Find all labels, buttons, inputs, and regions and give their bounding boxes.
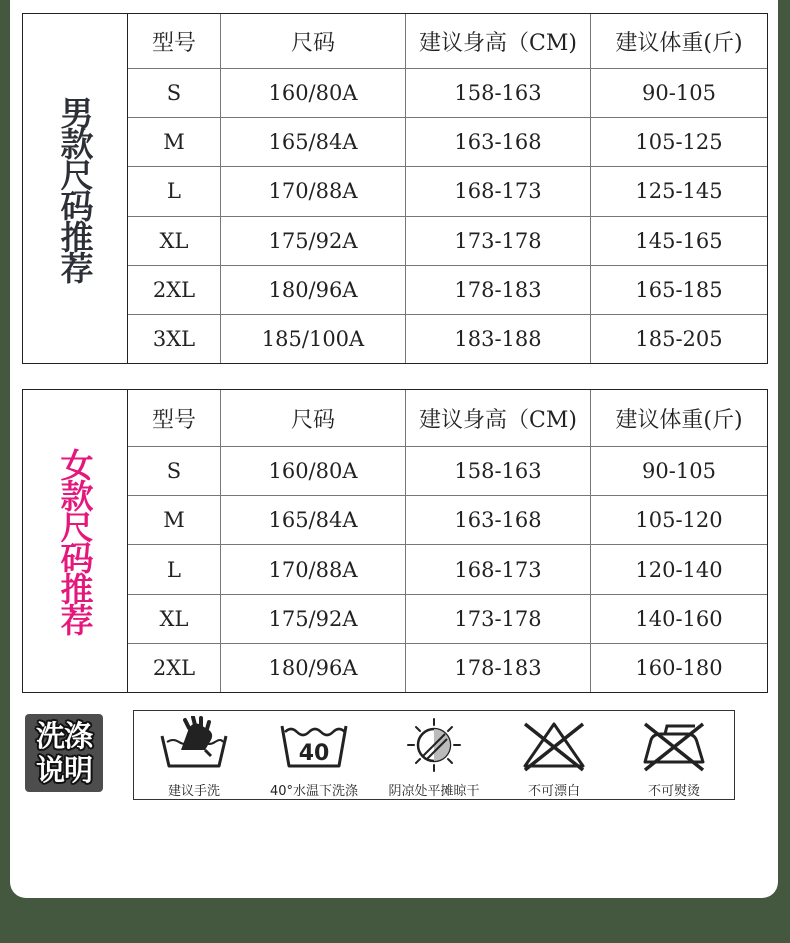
- table-cell: 178-183: [406, 266, 591, 314]
- table-cell: 185-205: [635, 326, 723, 351]
- care-label: 阴凉处平摊晾干: [388, 784, 480, 799]
- care-instructions-title: [25, 714, 103, 792]
- table-cell: 140-160: [635, 606, 723, 631]
- table-row: [128, 545, 767, 594]
- table-cell: 145-165: [635, 228, 723, 253]
- table-cell: 165-185: [635, 277, 723, 302]
- table-cell: S: [128, 447, 221, 495]
- table-cell: M: [128, 118, 221, 166]
- wash-40-icon: [279, 716, 349, 774]
- table-cell: 105-120: [635, 508, 723, 533]
- care-item-wash-40: [254, 711, 374, 799]
- table-cell: 163-168: [406, 496, 591, 544]
- table-cell: 178-183: [406, 644, 591, 692]
- table-cell: 3XL: [128, 315, 221, 363]
- header-cell: 建议身高（CM): [406, 14, 591, 68]
- size-chart-page: [10, 0, 778, 898]
- care-item-no-iron: [614, 711, 734, 799]
- hand-wash-icon: [159, 716, 229, 774]
- table-cell: 168-173: [406, 167, 591, 215]
- table-cell: 175/92A: [221, 595, 406, 643]
- table-cell: 160-180: [635, 655, 723, 680]
- table-cell: 158-163: [406, 447, 591, 495]
- men-table-grid: [128, 14, 767, 363]
- table-cell: 170/88A: [221, 545, 406, 593]
- header-cell: 尺码: [221, 390, 406, 446]
- table-cell: 2XL: [128, 644, 221, 692]
- table-cell: 125-145: [635, 179, 723, 204]
- women-table-side: [23, 390, 128, 692]
- care-label: 40°水温下洗涤: [269, 784, 359, 799]
- table-cell: 160/80A: [221, 447, 406, 495]
- women-table-title: 女款尺码推荐: [55, 448, 95, 634]
- wash-temp-text: 40: [298, 741, 330, 766]
- table-row: [128, 496, 767, 545]
- table-cell: L: [128, 167, 221, 215]
- table-row: [128, 266, 767, 315]
- table-cell: 185/100A: [221, 315, 406, 363]
- table-cell: 180/96A: [221, 644, 406, 692]
- care-symbols-panel: [133, 710, 735, 800]
- table-row: [128, 167, 767, 216]
- men-table-title: 男款尺码推荐: [55, 95, 95, 282]
- table-cell: 168-173: [406, 545, 591, 593]
- table-row: [128, 447, 767, 496]
- table-cell: 90-105: [642, 81, 716, 106]
- table-row: [128, 644, 767, 692]
- table-cell: L: [128, 545, 221, 593]
- care-label: 不可漂白: [527, 784, 580, 799]
- header-cell: 建议身高（CM): [406, 390, 591, 446]
- table-cell: 160/80A: [221, 69, 406, 117]
- care-item-shade-dry: [374, 711, 494, 799]
- care-title-line: 洗涤: [35, 719, 92, 753]
- table-cell: 175/92A: [221, 217, 406, 265]
- header-cell: 型号: [128, 14, 221, 68]
- table-row: [128, 118, 767, 167]
- header-cell: 型号: [128, 390, 221, 446]
- women-size-table: [22, 389, 768, 693]
- table-row: [128, 69, 767, 118]
- men-size-table: [22, 13, 768, 364]
- table-row: [128, 595, 767, 644]
- table-cell: 180/96A: [221, 266, 406, 314]
- care-item-no-bleach: [494, 711, 614, 799]
- men-table-side: [23, 14, 128, 363]
- care-item-hand-wash: [134, 711, 254, 799]
- table-cell: S: [128, 69, 221, 117]
- table-row: [128, 217, 767, 266]
- table-cell: 2XL: [128, 266, 221, 314]
- no-bleach-icon: [519, 716, 589, 774]
- table-cell: 165/84A: [221, 118, 406, 166]
- table-cell: 173-178: [406, 595, 591, 643]
- table-cell: 170/88A: [221, 167, 406, 215]
- header-cell: 建议体重(斤): [615, 407, 743, 433]
- table-cell: 165/84A: [221, 496, 406, 544]
- table-cell: 173-178: [406, 217, 591, 265]
- care-title-line: 说明: [35, 753, 92, 787]
- table-cell: 183-188: [406, 315, 591, 363]
- table-cell: 158-163: [406, 69, 591, 117]
- table-cell: M: [128, 496, 221, 544]
- care-label: 不可熨烫: [647, 784, 700, 799]
- header-cell: 建议体重(斤): [615, 30, 743, 56]
- table-header-row: [128, 14, 767, 69]
- table-header-row: [128, 390, 767, 447]
- table-cell: XL: [128, 595, 221, 643]
- header-cell: 尺码: [221, 14, 406, 68]
- table-cell: XL: [128, 217, 221, 265]
- shade-dry-flat-icon: [399, 716, 469, 774]
- care-label: 建议手洗: [167, 784, 220, 799]
- table-cell: 163-168: [406, 118, 591, 166]
- women-table-grid: [128, 390, 767, 692]
- table-cell: 120-140: [635, 557, 723, 582]
- no-iron-icon: [639, 716, 709, 774]
- table-cell: 90-105: [642, 459, 716, 484]
- table-cell: 105-125: [635, 130, 723, 155]
- table-row: [128, 315, 767, 363]
